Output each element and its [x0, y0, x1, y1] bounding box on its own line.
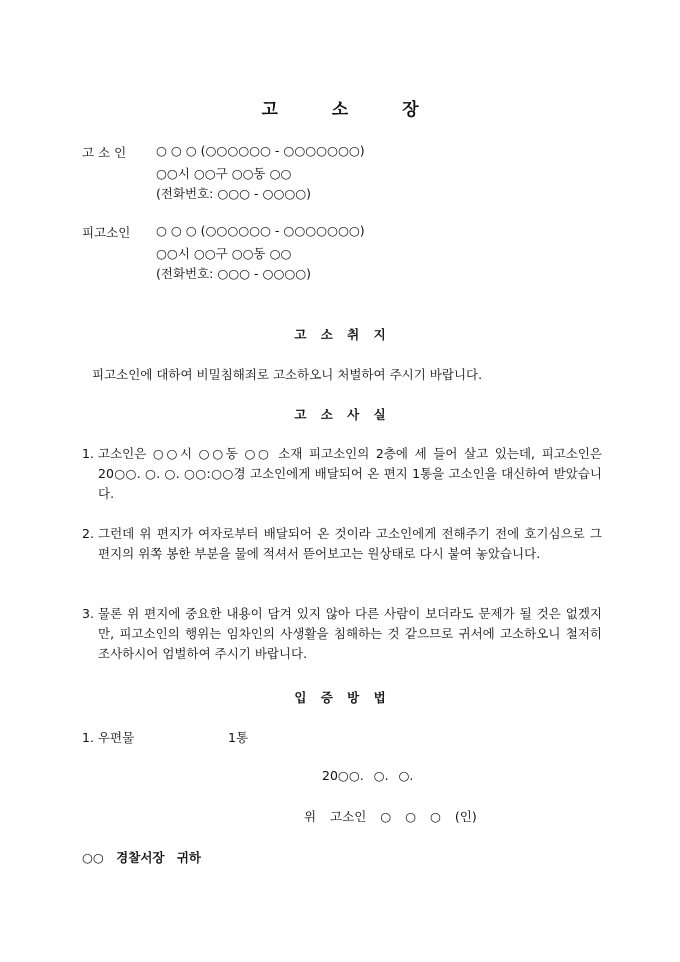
fact-item-number: 1.	[82, 446, 94, 461]
evidence-heading: 입 증 방 법	[294, 690, 386, 705]
evidence-item-count: 1통	[228, 730, 249, 745]
complainant-name-line: ○ ○ ○ (○○○○○○ - ○○○○○○○)	[156, 143, 365, 158]
defendant-phone: (전화번호: ○○○ - ○○○○)	[156, 266, 312, 281]
complainant-address: ○○시 ○○구 ○○동 ○○	[156, 166, 292, 181]
fact-item-text: 물론 위 편지에 중요한 내용이 담겨 있지 않아 다른 사람이 보더라도 문제가 될 것은 없겠지만, 피고소인의 행위는 임차인의 사생활을 침해하는 것 같으므로 귀서에 고소하오니 철저히 조사하시어 엄벌하여 주시기 바랍니다.	[98, 606, 602, 661]
defendant-name-line: ○ ○ ○ (○○○○○○ - ○○○○○○○)	[156, 223, 365, 238]
addressee: ○○ 경찰서장 귀하	[82, 850, 201, 865]
evidence-item-name: 우편물	[97, 730, 135, 745]
defendant-address: ○○시 ○○구 ○○동 ○○	[156, 246, 292, 261]
complainant-label: 고 소 인	[82, 145, 127, 160]
complainant-phone: (전화번호: ○○○ - ○○○○)	[156, 186, 312, 201]
evidence-item-number: 1.	[82, 730, 94, 745]
fact-item-number: 2.	[82, 526, 94, 541]
fact-item-1	[82, 444, 602, 504]
purpose-text: 피고소인에 대하여 비밀침해죄로 고소하오니 처벌하여 주시기 바랍니다.	[92, 367, 483, 382]
document-date: 20○○. ○. ○.	[322, 768, 414, 783]
purpose-heading: 고 소 취 지	[294, 327, 386, 342]
fact-item-text: 고소인은 ○○시 ○○동 ○○ 소재 피고소인의 2층에 세 들어 살고 있는데, 피고소인은 20○○. ○. ○. ○○:○○경 고소인에게 배달되어 온 편지 1통을 고소인을 대신하여 받았습니다.	[98, 446, 602, 501]
fact-item-2	[82, 524, 602, 564]
defendant-label: 피고소인	[82, 225, 131, 240]
evidence-item-1	[82, 728, 249, 746]
fact-item-number: 3.	[82, 606, 94, 621]
signature-line: 위 고소인 ○ ○ ○ (인)	[304, 809, 477, 824]
fact-item-3	[82, 604, 602, 664]
document-title: 고 소 장	[261, 100, 419, 120]
facts-heading: 고 소 사 실	[294, 407, 386, 422]
fact-item-text: 그런데 위 편지가 여자로부터 배달되어 온 것이라 고소인에게 전해주기 전에 호기심으로 그 편지의 위쪽 봉한 부분을 물에 적셔서 뜯어보고는 원상태로 다시 붙여 놓았습니다.	[98, 526, 602, 561]
